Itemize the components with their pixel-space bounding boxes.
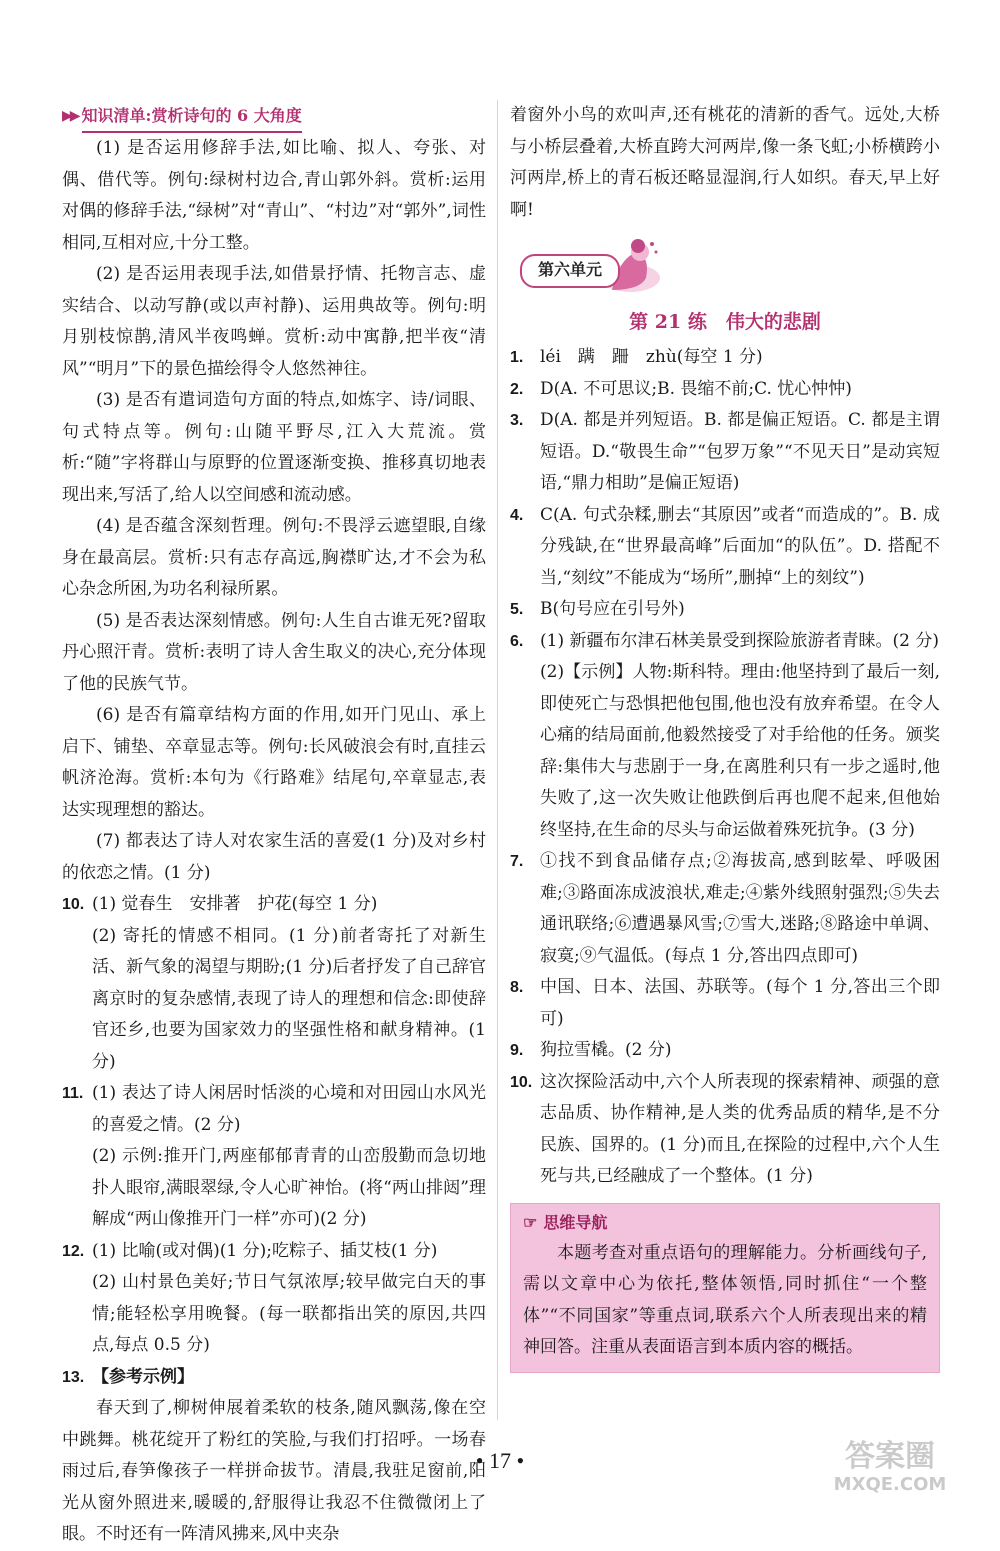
double-arrow-icon: ▶▶ [62,108,78,124]
answer-text: léi 蹒 跚 zhù(每空 1 分) [540,347,763,367]
reference-example-tag: 【参考示例】 [92,1366,194,1387]
column-divider [497,100,498,1420]
answer-item [510,342,940,374]
answer-item [510,1035,940,1067]
question-number: 12. [62,1242,85,1260]
svg-text:MXQE.COM: MXQE.COM [833,1474,947,1495]
answer-12 [62,1236,486,1362]
answer-text: (2)【示例】人物:斯科特。理由:他坚持到了最后一刻,即使死亡与恐惧把他包围,他也没有放弃希望。在令人心痛的结局面前,他毅然接受了对手给他的任务。颁奖辞:集伟大与悲剧于一身,在离胜利只有一步之遥时,他失败了,这一次失败让他跌倒后再也爬不起来,但他始终坚持,在生命的尽头与命运做着殊死抗争。(3 分) [540,662,940,840]
answer-11 [62,1078,486,1236]
question-number: 10. [62,896,85,913]
answer-10 [62,889,486,1078]
answer-12-2: (2) 山村景色美好;节日气氛浓厚;较早做完白天的事情;能轻松享用晚餐。(每一联都指出笑的原因,共四点,每点 0.5 分) [92,1272,486,1355]
angle-2: (2) 是否运用表现手法,如借景抒情、托物言志、虚实结合、以动写静(或以声衬静)、运用典故等。例句:明月别枝惊鹊,清风半夜鸣蝉。赏析:动中寓静,把半夜“清风”“明月”下的景色描绘得令人悠然神往。 [62,264,486,379]
answer-item [510,405,940,500]
thinking-guide-box [510,1203,940,1373]
question-number: 11. [62,1085,84,1102]
unit-title: 第六单元 [520,254,620,288]
thinking-guide-title: 思维导航 [543,1214,608,1232]
right-column [510,100,940,1373]
answer-11-2: (2) 示例:推开门,两座郁郁青青的山峦殷勤而急切地扑人眼帘,满眼翠绿,令人心旷神怡。(将“两山排闼”理解成“两山像推开门一样”亦可)(2 分) [92,1146,486,1229]
question-number: 9. [510,1042,524,1059]
answer-list [510,342,940,1193]
watermark-logo [790,1428,990,1498]
answer-item [510,374,940,406]
answer-11-1: (1) 表达了诗人闲居时恬淡的心境和对田园山水风光的喜爱之情。(2 分) [92,1083,486,1135]
angle-6: (6) 是否有篇章结构方面的作用,如开门见山、承上启下、铺垫、卒章显志等。例句:长风破浪会有时,直挂云帆济沧海。赏析:本句为《行路难》结尾句,卒章显志,表达实现理想的豁达。 [62,705,486,820]
lesson-title: 第 21 练 伟大的悲剧 [629,311,821,333]
answer-item [510,846,940,972]
pointing-hand-icon: ☞ [523,1214,538,1232]
essay-paragraph: 春天到了,柳树伸展着柔软的枝条,随风飘荡,像在空中跳舞。桃花绽开了粉红的笑脸,与我们打招呼。一场春雨过后,春笋像孩子一样拼命拔节。清晨,我驻足窗前,阳光从窗外照进来,暖暖的,舒服得让我忍不住微微闭上了眼。不时还有一阵清风拂来,风中夹杂 [62,1398,486,1544]
knowledge-list-title: 知识清单:赏析诗句的 6 大角度 [82,100,302,133]
question-number: 2. [510,380,524,398]
answer-12-1: (1) 比喻(或对偶)(1 分);吃粽子、插艾枝(1 分) [92,1240,438,1261]
question-number: 5. [510,601,524,618]
answer-text: 中国、日本、法国、苏联等。(每个 1 分,答出三个即可) [540,977,940,1029]
knowledge-list-header [62,100,486,133]
question-number: 1. [510,349,524,366]
answer-item [510,500,940,595]
angle-1: (1) 是否运用修辞手法,如比喻、拟人、夸张、对偶、借代等。例句:绿树村边合,青山郭外斜。赏析:运用对偶的修辞手法,“绿树”对“青山”、“村边”对“郭外”,词性相同,互相对应,十分工整。 [62,138,486,253]
answer-10-2: (2) 寄托的情感不相同。(1 分)前者寄托了对新生活、新气象的渴望与期盼;(1 分)后者抒发了自己辞官离京时的复杂感情,表现了诗人的理想和信念:即使辞官还乡,也要为国家效力的坚强性格和献身精神。(1 分) [92,925,486,1072]
question-number: 13. [62,1368,85,1386]
thinking-guide-text: 本题考查对重点语句的理解能力。分析画线句子,需以文章中心为依托,整体领悟,同时抓住“一个整体”“不同国家”等重点词,联系六个人所表现出来的精神回答。注重从表面语言到本质内容的概括。 [523,1242,927,1357]
answer-text: (1) 新疆布尔津石林美景受到探险旅游者青睐。(2 分) [540,630,939,651]
answer-text: D(A. 不可思议;B. 畏缩不前;C. 忧心忡忡) [540,378,852,399]
answer-item [510,1067,940,1193]
question-number: 7. [510,853,524,870]
unit-banner [520,238,670,296]
answer-text: ①找不到食品储存点;②海拔高,感到眩晕、呼吸困难;③路面冻成波浪状,难走;④紫外线照射强烈;⑤失去通讯联络;⑥遭遇暴风雪;⑦雪大,迷路;⑧路途中单调、寂寞;⑨气温低。(每点 1 分,答出四点即可) [540,851,940,966]
answer-9-2: (7) 都表达了诗人对农家生活的喜爱(1 分)及对乡村的依恋之情。(1 分) [62,831,486,883]
question-number: 3. [510,412,524,429]
left-column [62,100,486,1551]
angle-4: (4) 是否蕴含深刻哲理。例句:不畏浮云遮望眼,自缘身在最高层。赏析:只有志存高远,胸襟旷达,才不会为私心杂念所困,为功名利禄所累。 [62,516,486,599]
answer-text: 这次探险活动中,六个人所表现的探索精神、顽强的意志品质、协作精神,是人类的优秀品质的精华,是不分民族、国界的。(1 分)而且,在探险的过程中,六个人生死与共,已经融成了一个整体。(1 分) [540,1071,940,1186]
angle-3: (3) 是否有遣词造句方面的特点,如炼字、诗/词眼、句式特点等。例句:山随平野尽,江入大荒流。赏析:“随”字将群山与原野的位置逐渐变换、推移真切地表现出来,写活了,给人以空间感和流动感。 [62,390,486,505]
answer-item [510,594,940,626]
question-number: 6. [510,632,524,650]
thinking-guide-header [523,1210,927,1238]
essay-continuation: 着窗外小鸟的欢叫声,还有桃花的清新的香气。远处,大桥与小桥层叠着,大桥直跨大河两岸,像一条飞虹;小桥横跨小河两岸,桥上的青石板还略显湿润,行人如织。春天,早上好啊! [510,105,940,220]
answer-text: 狗拉雪橇。(2 分) [540,1040,672,1060]
answer-item [510,626,940,847]
answer-item [510,972,940,1035]
question-number: 8. [510,979,524,996]
question-number: 4. [510,506,524,524]
page-number: • 17 • [475,1448,525,1473]
answer-text: C(A. 句式杂糅,删去“其原因”或者“而造成的”。B. 成分残缺,在“世界最高峰”后面加“的队伍”。D. 搭配不当,“刻纹”不能成为“场所”,删掉“上的刻纹”) [540,504,940,588]
question-number: 10. [510,1073,533,1091]
svg-text:答案圈: 答案圈 [845,1439,935,1474]
answer-text: B(句号应在引号外) [540,599,685,619]
angle-5: (5) 是否表达深刻情感。例句:人生自古谁无死?留取丹心照汗青。赏析:表明了诗人舍生取义的决心,充分体现了他的民族气节。 [62,610,486,694]
answer-10-1: (1) 觉春生 安排著 护花(每空 1 分) [92,894,378,914]
answer-text: D(A. 都是并列短语。B. 都是偏正短语。C. 都是主谓短语。D.“敬畏生命”“包罗万象”“不见天日”是动宾短语,“鼎力相助”是偏正短语) [540,410,940,493]
answer-13 [62,1362,486,1394]
